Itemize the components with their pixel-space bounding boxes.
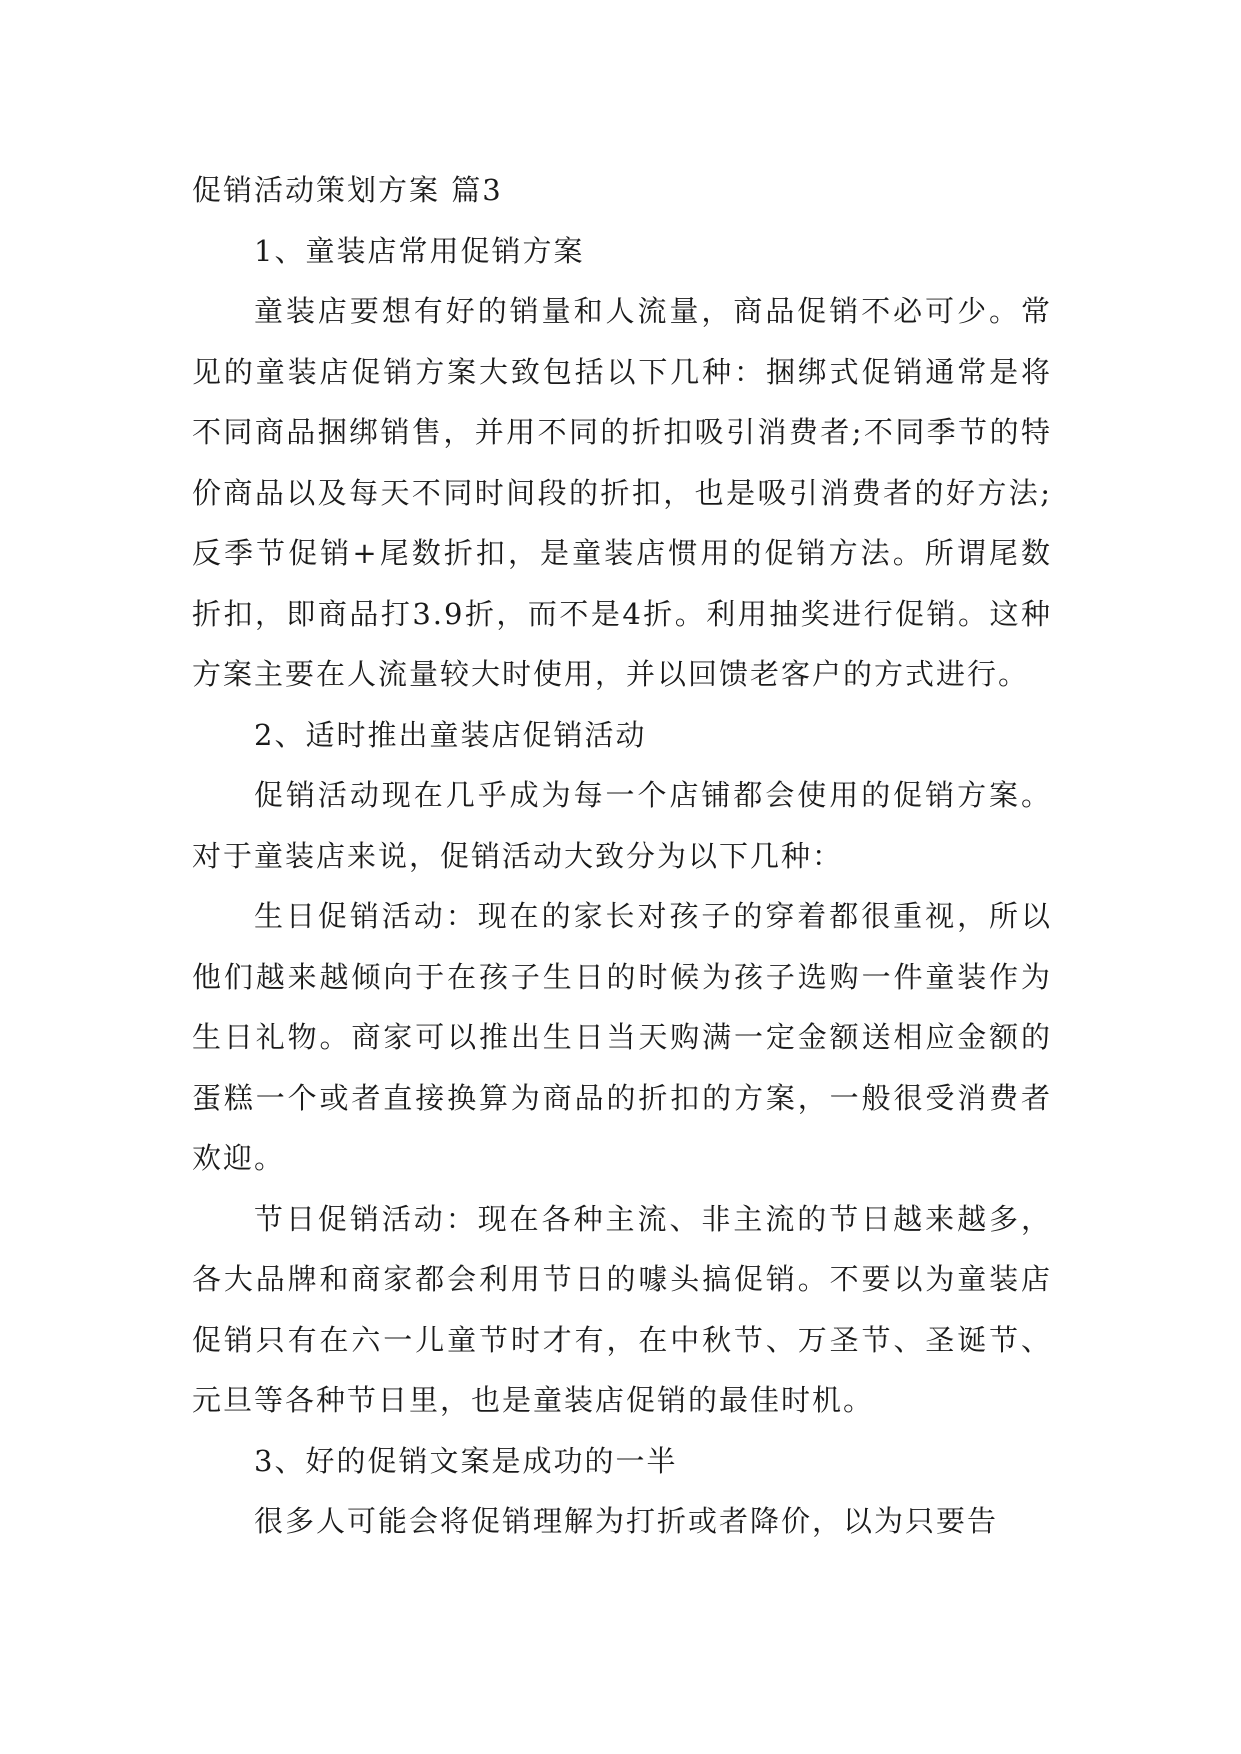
paragraph-3: 生日促销活动：现在的家长对孩子的穿着都很重视，所以他们越来越倾向于在孩子生日的时候为孩子选购一件童装作为生日礼物。商家可以推出生日当天购满一定金额送相应金额的蛋糕一个或者直接换算为商品的折扣的方案，一般很受消费者欢迎。 [192,899,1052,1175]
section-heading-2: 2、适时推出童装店促销活动 [254,717,647,752]
paragraph-4: 节日促销活动：现在各种主流、非主流的节日越来越多，各大品牌和商家都会利用节日的噱头搞促销。不要以为童装店促销只有在六一儿童节时才有，在中秋节、万圣节、圣诞节、元旦等各种节日里，也是童装店促销的最佳时机。 [192,1201,1052,1417]
section-heading-1: 1、童装店常用促销方案 [254,233,585,268]
section-heading-3: 3、好的促销文案是成功的一半 [254,1443,678,1478]
document-title: 促销活动策划方案 篇3 [192,173,503,207]
paragraph-5: 很多人可能会将促销理解为打折或者降价，以为只要告 [254,1504,999,1538]
document-body [192,160,1052,1552]
paragraph-1: 童装店要想有好的销量和人流量，商品促销不必可少。常见的童装店促销方案大致包括以下几种：捆绑式促销通常是将不同商品捆绑销售，并用不同的折扣吸引消费者;不同季节的特价商品以及每天不同时间段的折扣，也是吸引消费者的好方法;反季节促销+尾数折扣，是童装店惯用的促销方法。所谓尾数折扣，即商品打3.9折，而不是4折。利用抽奖进行促销。这种方案主要在人流量较大时使用，并以回馈老客户的方式进行。 [192,294,1052,691]
paragraph-2: 促销活动现在几乎成为每一个店铺都会使用的促销方案。对于童装店来说，促销活动大致分为以下几种： [192,778,1052,873]
